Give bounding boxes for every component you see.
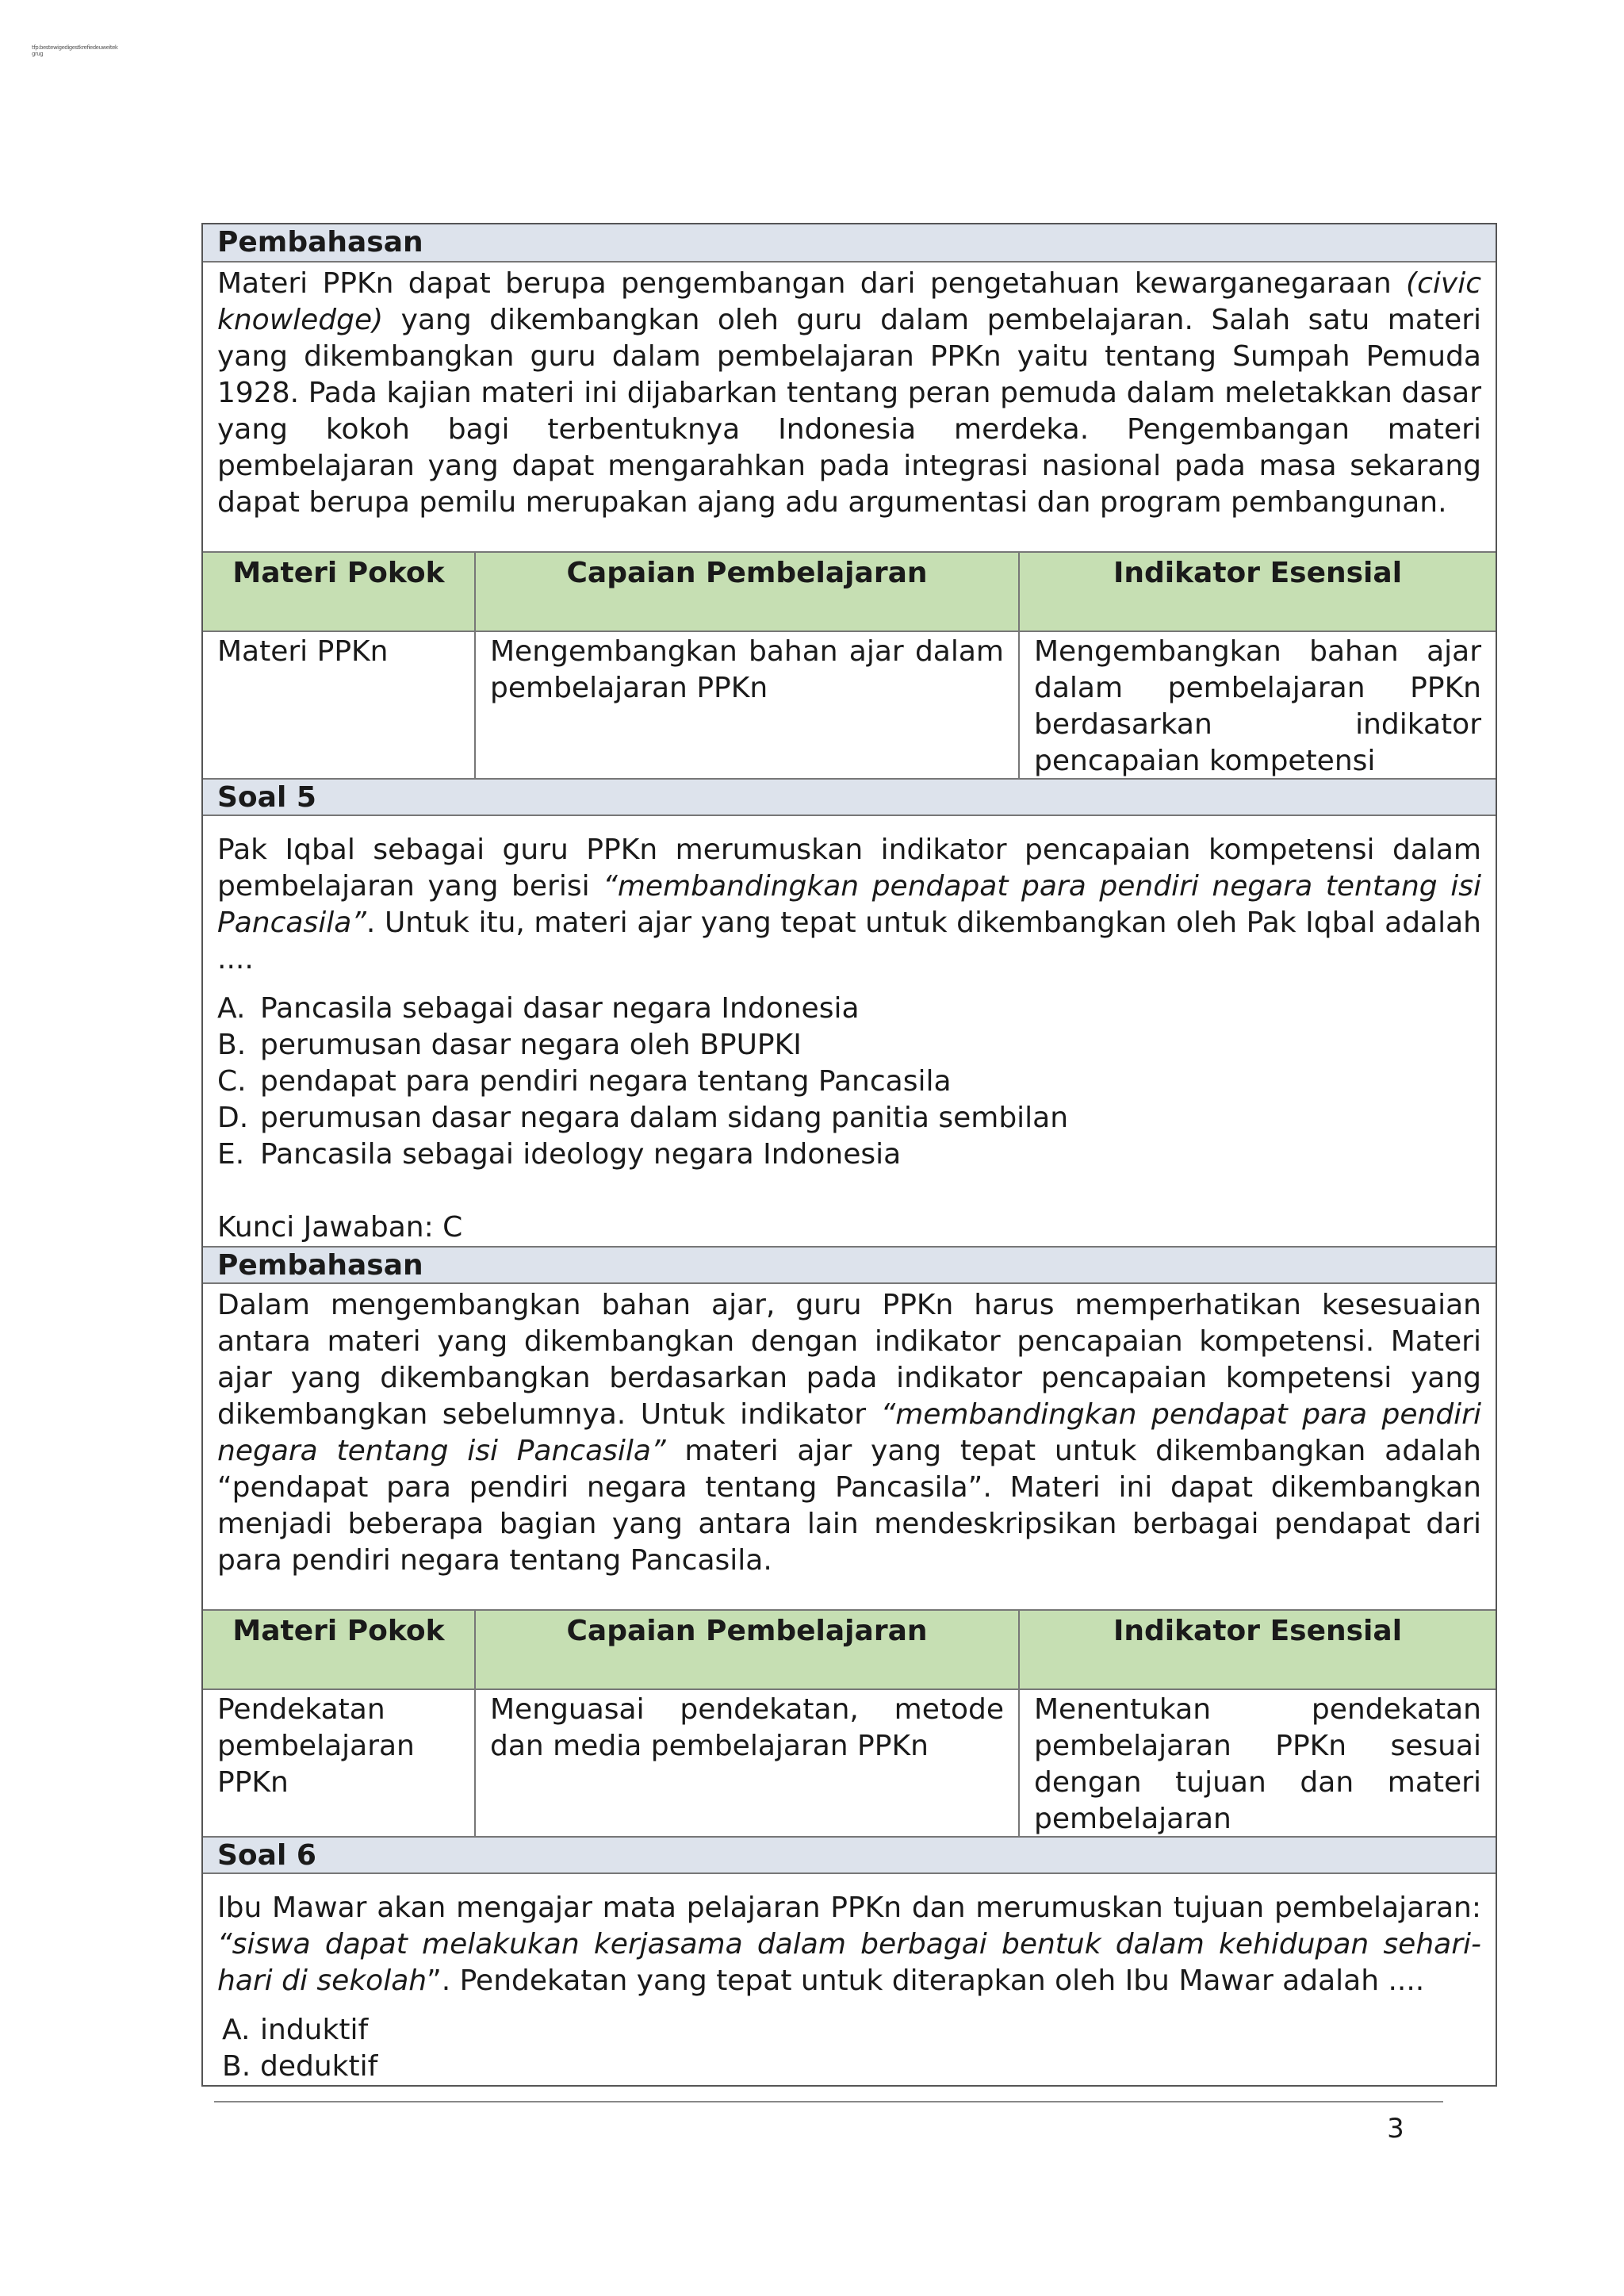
pembahasan-text-italic: (civic knowledge): [217, 267, 1481, 336]
soal-6-question: [217, 1890, 1481, 1999]
question-part: Ibu Mawar akan mengajar mata pelajaran PPKn dan merumuskan tujuan pembelajaran:: [217, 1892, 1481, 1924]
option-text: perumusan dasar negara oleh BPUPKI: [260, 1029, 802, 1061]
option-letter: E.: [217, 1138, 245, 1171]
option-d: [217, 1100, 1481, 1137]
option-letter: A.: [222, 2014, 251, 2046]
pembahasan-heading: Pembahasan: [203, 224, 1496, 261]
soal-5-body: [203, 815, 1496, 1246]
option-a: [217, 991, 1481, 1027]
option-text: deduktif: [260, 2050, 378, 2083]
materi-table-header: [203, 551, 1496, 631]
option-letter: B.: [217, 1029, 247, 1061]
question-italic: “siswa dapat melakukan kerjasama dalam berbagai bentuk dalam kehidupan sehari-hari di sekolah: [217, 1928, 1481, 1997]
option-letter: A.: [217, 992, 246, 1025]
option-text: perumusan dasar negara dalam sidang panitia sembilan: [260, 1102, 1069, 1134]
cell-materi-pokok: Materi PPKn: [217, 635, 389, 668]
cell-capaian-pembelajaran: Mengembangkan bahan ajar dalam pembelajaran PPKn: [474, 632, 1018, 780]
option-a: [222, 2012, 1481, 2049]
option-b: [217, 1027, 1481, 1064]
question-part: Pak Iqbal sebagai guru PPKn merumuskan indikator pencapaian kompetensi dalam pembelajaran yang berisi: [217, 834, 1481, 903]
footer-divider: [214, 2101, 1443, 2102]
pembahasan-text: [203, 1282, 1496, 1609]
pembahasan-text-part: materi ajar yang tepat untuk dikembangkan adalah “pendapat para pendiri negara tentang Pancasila”. Materi ini dapat dikembangkan menjadi beberapa bagian yang antara lain mendeskripsikan berbagai pendapat dari para pendiri negara tentang Pancasila.: [217, 1435, 1481, 1577]
materi-table-row: [203, 631, 1496, 778]
cell-indikator-esensial: Menentukan pendekatan pembelajaran PPKn sesuai dengan tujuan dan materi pembelajaran: [1018, 1690, 1496, 1838]
soal-6-body: [203, 1872, 1496, 2085]
question-table: [201, 223, 1497, 2087]
answer-key: Kunci Jawaban: C: [217, 1211, 463, 1244]
option-text: Pancasila sebagai dasar negara Indonesia: [260, 992, 860, 1025]
option-c: [217, 1064, 1481, 1100]
option-letter: C.: [217, 1065, 247, 1098]
header-capaian-pembelajaran: Capaian Pembelajaran: [474, 553, 1018, 631]
soal-6-heading: Soal 6: [203, 1836, 1496, 1872]
pembahasan-text-italic: “membandingkan pendapat para pendiri negara tentang isi Pancasila”: [217, 1398, 1481, 1467]
question-italic: “membandingkan pendapat para pendiri negara tentang isi Pancasila”: [217, 870, 1481, 939]
question-part: . Untuk itu, materi ajar yang tepat untuk dikembangkan oleh Pak Iqbal adalah ....: [217, 907, 1481, 976]
option-letter: D.: [217, 1102, 249, 1134]
pembahasan-text-part: yang dikembangkan oleh guru dalam pembelajaran. Salah satu materi yang dikembangkan guru dalam pembelajaran PPKn yaitu tentang Sumpah Pemuda 1928. Pada kajian materi ini dijabarkan tentang peran pemuda dalam meletakkan dasar yang kokoh bagi terbentuknya Indonesia merdeka. Pengembangan materi pembelajaran yang dapat mengarahkan pada integrasi nasional pada masa sekarang dapat berupa pemilu merupakan ajang adu argumentasi dan program pembangunan.: [217, 304, 1481, 519]
pembahasan-heading: Pembahasan: [203, 1246, 1496, 1282]
header-indikator-esensial: Indikator Esensial: [1018, 553, 1496, 631]
pembahasan-text-part: Dalam mengembangkan bahan ajar, guru PPKn harus memperhatikan kesesuaian antara materi yang dikembangkan dengan indikator pencapaian kompetensi. Materi ajar yang dikembangkan berdasarkan pada indikator pencapaian kompetensi yang dikembangkan sebelumnya. Untuk indikator: [217, 1289, 1481, 1431]
header-indikator-esensial: Indikator Esensial: [1018, 1611, 1496, 1688]
cell-indikator-esensial: Mengembangkan bahan ajar dalam pembelajaran PPKn berdasarkan indikator pencapaian kompetensi: [1018, 632, 1496, 780]
pembahasan-text: [203, 261, 1496, 551]
header-materi-pokok: Materi Pokok: [203, 1611, 474, 1688]
soal-6-options: [222, 2012, 1481, 2085]
option-b: [222, 2049, 1481, 2085]
header-materi-pokok: Materi Pokok: [203, 553, 474, 631]
header-capaian-pembelajaran: Capaian Pembelajaran: [474, 1611, 1018, 1688]
page-number: 3: [1387, 2113, 1404, 2145]
soal-5-options: [217, 991, 1481, 1173]
option-text: induktif: [260, 2014, 369, 2046]
materi-table-header: [203, 1609, 1496, 1688]
cell-capaian-pembelajaran: Menguasai pendekatan, metode dan media pembelajaran PPKn: [474, 1690, 1018, 1838]
option-text: Pancasila sebagai ideology negara Indonesia: [260, 1138, 902, 1171]
header-watermark: tfp:bestewigedigestkrefiedeuweitekgrug: [32, 44, 118, 57]
soal-5-heading: Soal 5: [203, 778, 1496, 815]
soal-5-question: [217, 832, 1481, 978]
option-e: [217, 1137, 1481, 1173]
materi-table-row: [203, 1688, 1496, 1836]
pembahasan-text-part: Materi PPKn dapat berupa pengembangan dari pengetahuan kewarganegaraan: [217, 267, 1407, 300]
option-text: pendapat para pendiri negara tentang Pancasila: [260, 1065, 952, 1098]
option-letter: B.: [222, 2050, 251, 2083]
cell-materi-pokok: Pendekatan pembelajaran PPKn: [217, 1693, 415, 1799]
question-part: ”. Pendekatan yang tepat untuk diterapkan oleh Ibu Mawar adalah ....: [427, 1964, 1425, 1997]
